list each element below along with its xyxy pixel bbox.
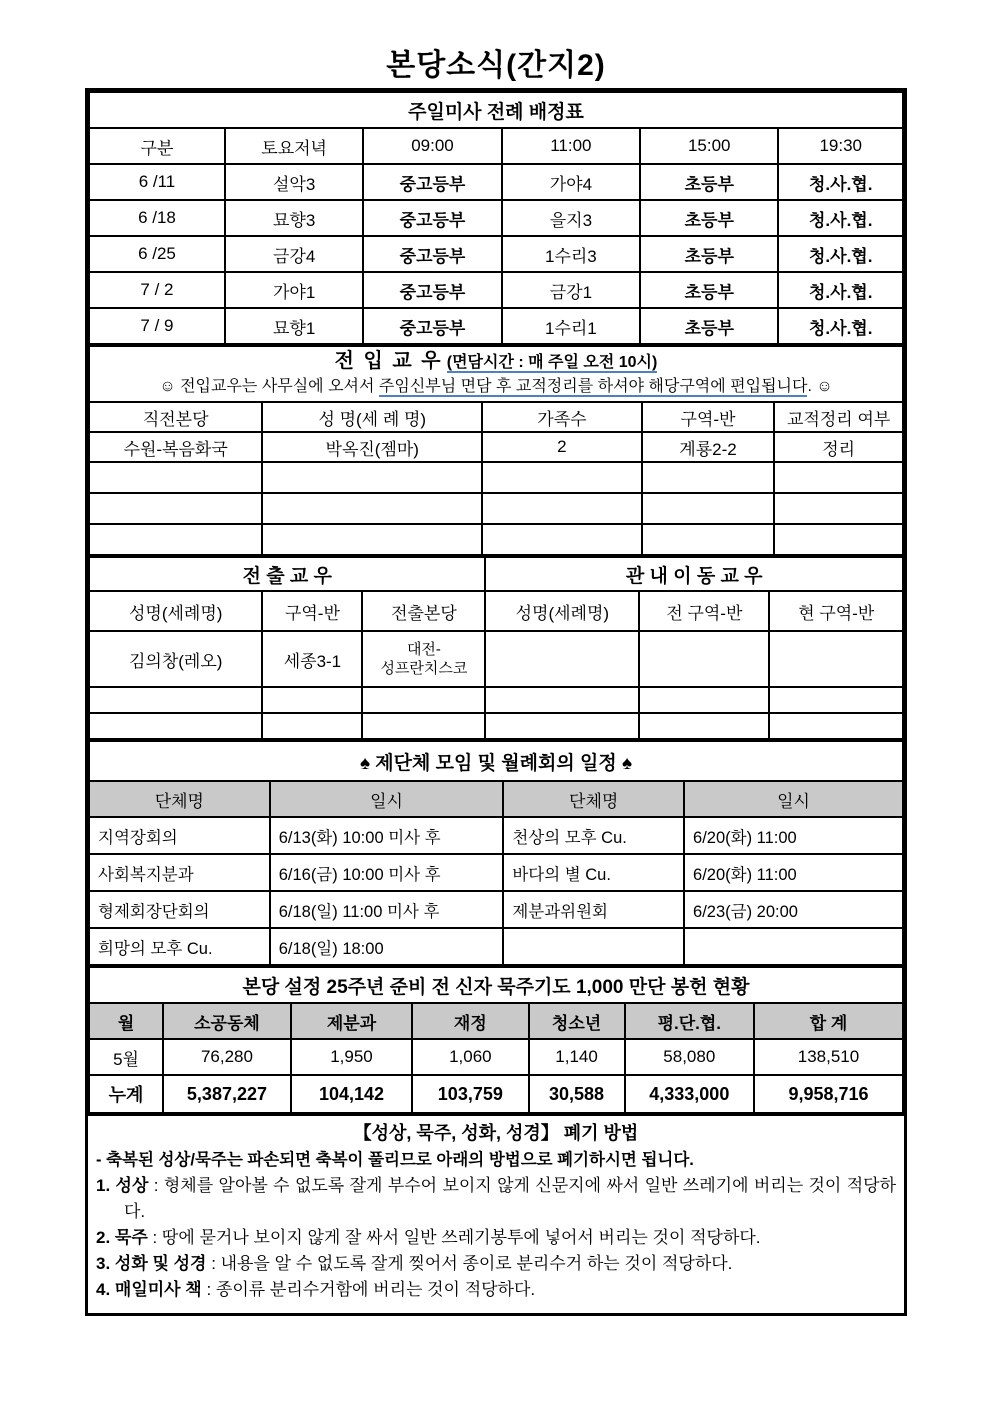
- rosary-value: 30,588: [529, 1075, 625, 1113]
- tout-header-district: 구역-반: [262, 591, 362, 631]
- rosary-month: 5월: [89, 1039, 163, 1075]
- table-row: [89, 817, 903, 854]
- meet-header-group2: 단체명: [503, 781, 684, 817]
- mass-header-gubun: 구분: [89, 128, 225, 164]
- disposal-intro: - 축복된 성상/묵주는 파손되면 축복이 풀리므로 아래의 방법으로 폐기하시면 됩니다.: [96, 1151, 694, 1169]
- tin-header-record: 교적정리 여부: [774, 402, 903, 432]
- transfer-in-title-line: [93, 349, 899, 375]
- table-row: [89, 1039, 903, 1075]
- table-row: [89, 432, 903, 462]
- tin-header-family: 가족수: [482, 402, 642, 432]
- rosary-header-division: 제분과: [291, 1003, 412, 1039]
- meet-group: 바다의 별 Cu.: [503, 854, 684, 891]
- table-row: [89, 631, 903, 687]
- mass-schedule-table: [88, 91, 904, 345]
- disposal-item: [96, 1251, 896, 1277]
- mass-1930-group: 청.사.협.: [778, 236, 903, 272]
- tin-family: 2: [482, 432, 642, 462]
- document-frame: [85, 88, 907, 1316]
- tin-header-district: 구역-반: [642, 402, 775, 432]
- mass-header-sat: 토요저녁: [225, 128, 363, 164]
- meet-time: 6/20(화) 11:00: [684, 817, 903, 854]
- mass-header-1930: 19:30: [778, 128, 903, 164]
- rosary-value: 138,510: [754, 1039, 903, 1075]
- table-header-row: [89, 128, 903, 164]
- internal-move-title: 관 내 이 동 교 우: [485, 557, 903, 591]
- empty-row: [89, 687, 903, 713]
- move-header-prev: 전 구역-반: [639, 591, 769, 631]
- table-row: [89, 236, 903, 272]
- mass-1100-group: 을지3: [502, 200, 640, 236]
- empty-row: [89, 493, 903, 524]
- table-row: [89, 164, 903, 200]
- meet-header-time2: 일시: [684, 781, 903, 817]
- tin-record: 정리: [774, 432, 903, 462]
- rosary-value: 4,333,000: [625, 1075, 754, 1113]
- rosary-value: 58,080: [625, 1039, 754, 1075]
- table-row: [89, 308, 903, 344]
- rosary-value: 1,950: [291, 1039, 412, 1075]
- mass-date: 7 / 2: [89, 272, 225, 308]
- table-header-row: [89, 402, 903, 432]
- mass-sat-group: 묘향1: [225, 308, 363, 344]
- mass-sat-group: 묘향3: [225, 200, 363, 236]
- tin-district: 계룡2-2: [642, 432, 775, 462]
- rosary-value: 5,387,227: [163, 1075, 291, 1113]
- transfer-out-move-table: [88, 556, 904, 740]
- transfer-in-title: 전 입 교 우: [334, 350, 443, 372]
- table-row: [89, 928, 903, 965]
- table-row: [89, 272, 903, 308]
- move-header-curr: 현 구역-반: [769, 591, 903, 631]
- meet-group: 제분과위원회: [503, 891, 684, 928]
- move-prev: [639, 631, 769, 687]
- tout-parish: 대전- 성프란치스코: [362, 631, 485, 687]
- rosary-value: 1,140: [529, 1039, 625, 1075]
- meet-group: 사회복지분과: [89, 854, 270, 891]
- rosary-value: 104,142: [291, 1075, 412, 1113]
- rosary-value: 76,280: [163, 1039, 291, 1075]
- move-header-name: 성명(세례명): [485, 591, 639, 631]
- mass-schedule-title: 주일미사 전례 배정표: [89, 92, 903, 128]
- meet-time: 6/23(금) 20:00: [684, 891, 903, 928]
- mass-1100-group: 1수리1: [502, 308, 640, 344]
- disposal-item-label: 3. 성화 및 성경: [96, 1254, 207, 1273]
- mass-1100-group: 가야4: [502, 164, 640, 200]
- rosary-header-youth: 청소년: [529, 1003, 625, 1039]
- mass-1500-group: 초등부: [640, 236, 778, 272]
- disposal-item-text: : 형체를 알아볼 수 없도록 잘게 부수어 보이지 않게 신문지에 싸서 일반 쓰레기에 버리는 것이 적당하다.: [124, 1176, 896, 1221]
- section-title-row: [89, 967, 903, 1003]
- meet-group: 희망의 모후 Cu.: [89, 928, 270, 965]
- meet-group: 천상의 모후 Cu.: [503, 817, 684, 854]
- move-name: [485, 631, 639, 687]
- tout-header-name: 성명(세례명): [89, 591, 262, 631]
- meet-group: 형제회장단회의: [89, 891, 270, 928]
- table-row: [89, 200, 903, 236]
- meetings-title: ♠ 제단체 모임 및 월례회의 일정 ♠: [89, 741, 903, 781]
- tin-prev-parish: 수원-복음화국: [89, 432, 262, 462]
- tout-header-parish: 전출본당: [362, 591, 485, 631]
- mass-1930-group: 청.사.협.: [778, 308, 903, 344]
- table-row: [89, 854, 903, 891]
- table-header-row: [89, 591, 903, 631]
- transfer-out-title: 전 출 교 우: [89, 557, 485, 591]
- transfer-in-title-note: (면담시간 : 매 주일 오전 10시): [446, 354, 658, 371]
- table-header-row: [89, 1003, 903, 1039]
- mass-header-1500: 15:00: [640, 128, 778, 164]
- meetings-table: [88, 740, 904, 966]
- mass-1930-group: 청.사.협.: [778, 272, 903, 308]
- mass-sat-group: 금강4: [225, 236, 363, 272]
- disposal-item-label: 4. 매일미사 책: [96, 1280, 202, 1299]
- disposal-section: [88, 1114, 904, 1313]
- mass-1100-group: 1수리3: [502, 236, 640, 272]
- transfer-in-intro-row: [89, 346, 903, 402]
- transfer-in-table: [88, 345, 904, 556]
- empty-row: [89, 462, 903, 493]
- mass-date: 6 /25: [89, 236, 225, 272]
- meet-time: [684, 928, 903, 965]
- empty-row: [89, 524, 903, 555]
- tout-district: 세종3-1: [262, 631, 362, 687]
- notice-suffix: . ☺: [807, 378, 833, 395]
- mass-1100-group: 금강1: [502, 272, 640, 308]
- notice-underlined: 주임신부님 면담 후 교적정리를 하셔야 해당구역에 편입됩니다: [378, 378, 808, 395]
- transfer-in-notice: [93, 375, 899, 399]
- table-row-total: [89, 1075, 903, 1113]
- rosary-value: 9,958,716: [754, 1075, 903, 1113]
- mass-1500-group: 초등부: [640, 272, 778, 308]
- meet-time: 6/13(화) 10:00 미사 후: [270, 817, 504, 854]
- disposal-item-label: 2. 묵주: [96, 1228, 148, 1247]
- mass-1500-group: 초등부: [640, 308, 778, 344]
- tout-name: 김의창(레오): [89, 631, 262, 687]
- section-title-row: [89, 741, 903, 781]
- table-header-row: [89, 781, 903, 817]
- mass-0900-group: 중고등부: [363, 164, 501, 200]
- disposal-item-text: : 땅에 묻거나 보이지 않게 잘 싸서 일반 쓰레기봉투에 넣어서 버리는 것이 적당하다.: [147, 1228, 761, 1247]
- rosary-header-month: 월: [89, 1003, 163, 1039]
- mass-1930-group: 청.사.협.: [778, 164, 903, 200]
- disposal-item-label: 1. 성상: [96, 1176, 149, 1195]
- move-curr: [769, 631, 903, 687]
- rosary-header-total: 합 계: [754, 1003, 903, 1039]
- mass-sat-group: 설악3: [225, 164, 363, 200]
- mass-1930-group: 청.사.협.: [778, 200, 903, 236]
- table-row: [89, 891, 903, 928]
- section-title-row: [89, 557, 903, 591]
- mass-header-1100: 11:00: [502, 128, 640, 164]
- disposal-item-text: : 종이류 분리수거함에 버리는 것이 적당하다.: [201, 1280, 536, 1299]
- rosary-month: 누계: [89, 1075, 163, 1113]
- meet-time: 6/20(화) 11:00: [684, 854, 903, 891]
- disposal-item: [96, 1173, 896, 1225]
- mass-0900-group: 중고등부: [363, 200, 501, 236]
- meet-header-time1: 일시: [270, 781, 504, 817]
- rosary-value: 1,060: [412, 1039, 528, 1075]
- mass-1500-group: 초등부: [640, 200, 778, 236]
- mass-date: 7 / 9: [89, 308, 225, 344]
- mass-date: 6 /11: [89, 164, 225, 200]
- notice-prefix: ☺ 전입교우는 사무실에 오셔서: [159, 378, 379, 395]
- meet-time: 6/18(일) 11:00 미사 후: [270, 891, 504, 928]
- meet-time: 6/18(일) 18:00: [270, 928, 504, 965]
- mass-0900-group: 중고등부: [363, 308, 501, 344]
- mass-0900-group: 중고등부: [363, 236, 501, 272]
- mass-0900-group: 중고등부: [363, 272, 501, 308]
- mass-sat-group: 가야1: [225, 272, 363, 308]
- rosary-title: 본당 설정 25주년 준비 전 신자 묵주기도 1,000 만단 봉헌 현황: [89, 967, 903, 1003]
- mass-1500-group: 초등부: [640, 164, 778, 200]
- meet-group: [503, 928, 684, 965]
- tin-header-prev-parish: 직전본당: [89, 402, 262, 432]
- tin-name: 박옥진(젬마): [262, 432, 482, 462]
- rosary-header-community: 소공동체: [163, 1003, 291, 1039]
- meet-header-group1: 단체명: [89, 781, 270, 817]
- rosary-value: 103,759: [412, 1075, 528, 1113]
- disposal-item-text: : 내용을 알 수 없도록 잘게 찢어서 종이로 분리수거 하는 것이 적당하다.: [206, 1254, 733, 1273]
- disposal-item: [96, 1225, 896, 1251]
- meet-group: 지역장회의: [89, 817, 270, 854]
- rosary-header-council: 평.단.협.: [625, 1003, 754, 1039]
- tin-header-name: 성 명(세 례 명): [262, 402, 482, 432]
- rosary-header-finance: 재정: [412, 1003, 528, 1039]
- page-title: 본당소식(간지2): [386, 49, 606, 82]
- rosary-table: [88, 966, 904, 1114]
- empty-row: [89, 713, 903, 739]
- meet-time: 6/16(금) 10:00 미사 후: [270, 854, 504, 891]
- mass-header-0900: 09:00: [363, 128, 501, 164]
- mass-date: 6 /18: [89, 200, 225, 236]
- disposal-title: 【성상, 묵주, 성화, 성경】 폐기 방법: [353, 1123, 639, 1143]
- disposal-item: [96, 1277, 896, 1303]
